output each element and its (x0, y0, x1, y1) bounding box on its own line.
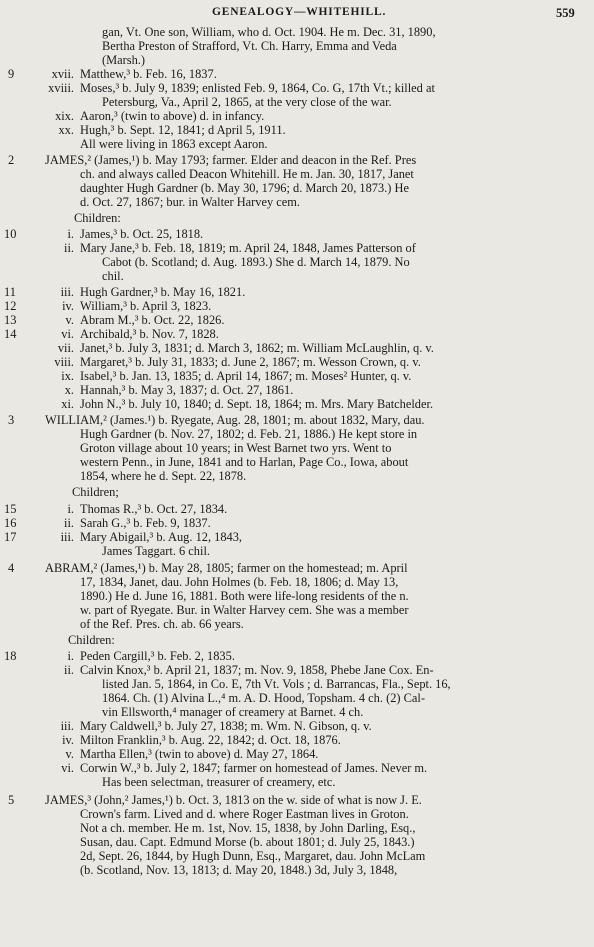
roman-numeral: i. (67, 649, 74, 663)
entry-number: 9 (8, 67, 15, 81)
text-line: 1854, where he d. Sept. 22, 1878. (80, 469, 247, 483)
roman-numeral: vi. (61, 327, 74, 341)
text-line: 2d, Sept. 26, 1844, by Hugh Dunn, Esq., Margaret, dau. John McLam (80, 849, 426, 863)
text-line: 1864. Ch. (1) Alvina L.,⁴ m. A. D. Hood, Topsham. 4 ch. (2) Cal- (102, 691, 425, 705)
text-line: WILLIAM,² (James.¹) b. Ryegate, Aug. 28, 1801; m. about 1832, Mary, dau. (45, 413, 425, 427)
text-line: Hugh Gardner,³ b. May 16, 1821. (80, 285, 246, 299)
roman-numeral: v. (65, 313, 74, 327)
text-line: of the Ref. Pres. ch. ab. 66 years. (80, 617, 244, 631)
text-line: Peden Cargill,³ b. Feb. 2, 1835. (80, 649, 235, 663)
text-line: 1890.) He d. June 16, 1881. Both were life-long residents of the n. (80, 589, 409, 603)
roman-numeral: vii. (57, 341, 74, 355)
text-line: Not a ch. member. He m. 1st, Nov. 15, 1838, by John Darling, Esq., (80, 821, 416, 835)
text-line: Has been selectman, treasurer of creamery, etc. (102, 775, 336, 789)
text-line: Hannah,³ b. May 3, 1837; d. Oct. 27, 1861. (80, 383, 294, 397)
text-line: Mary Abigail,³ b. Aug. 12, 1843, (80, 530, 243, 544)
text-line: Archibald,³ b. Nov. 7, 1828. (80, 327, 219, 341)
roman-numeral: xi. (61, 397, 74, 411)
roman-numeral: viii. (54, 355, 74, 369)
text-line: Aaron,³ (twin to above) d. in infancy. (80, 109, 265, 123)
roman-numeral: iii. (60, 719, 74, 733)
text-line: Crown's farm. Lived and d. where Roger Eastman lives in Groton. (80, 807, 409, 821)
roman-numeral: xx. (58, 123, 74, 137)
text-line: Matthew,³ b. Feb. 16, 1837. (80, 67, 217, 81)
text-line: Margaret,³ b. July 31, 1833; d. June 2, 1867; m. Wesson Crown, q. v. (80, 355, 421, 369)
text-line: James,³ b. Oct. 25, 1818. (80, 227, 204, 241)
text-line: Bertha Preston of Strafford, Vt. Ch. Harry, Emma and Veda (102, 39, 397, 53)
roman-numeral: xvii. (51, 67, 74, 81)
running-header (0, 6, 594, 22)
text-line: Milton Franklin,³ b. Aug. 22, 1842; d. Oct. 18, 1876. (80, 733, 341, 747)
entry-number: 4 (8, 561, 15, 575)
entry-number: 15 (4, 502, 17, 516)
roman-numeral: iii. (60, 530, 74, 544)
text-line: Moses,³ b. July 9, 1839; enlisted Feb. 9, 1864, Co. G, 17th Vt.; killed at (80, 81, 435, 95)
text-line: d. Oct. 27, 1867; bur. in Walter Harvey cem. (80, 195, 301, 209)
roman-numeral: v. (65, 747, 74, 761)
text-line: Sarah G.,³ b. Feb. 9, 1837. (80, 516, 211, 530)
text-line: 17, 1834, Janet, dau. John Holmes (b. Feb. 18, 1806; d. May 13, (80, 575, 399, 589)
roman-numeral: i. (67, 502, 74, 516)
text-line: Thomas R.,³ b. Oct. 27, 1834. (80, 502, 228, 516)
text-line: Abram M.,³ b. Oct. 22, 1826. (80, 313, 225, 327)
text-line: gan, Vt. One son, William, who d. Oct. 1904. He m. Dec. 31, 1890, (102, 25, 436, 39)
roman-numeral: i. (67, 227, 74, 241)
text-line: John N.,³ b. July 10, 1840; d. Sept. 18, 1864; m. Mrs. Mary Batchelder. (80, 397, 434, 411)
text-line: Martha Ellen,³ (twin to above) d. May 27, 1864. (80, 747, 319, 761)
entry-number: 16 (4, 516, 17, 530)
entry-number: 18 (4, 649, 17, 663)
roman-numeral: xix. (55, 109, 74, 123)
text-line: JAMES,² (James,¹) b. May 1793; farmer. Elder and deacon in the Ref. Pres (45, 153, 417, 167)
text-line: Isabel,³ b. Jan. 13, 1835; d. April 14, 1867; m. Moses² Hunter, q. v. (80, 369, 412, 383)
entry-number: 3 (8, 413, 15, 427)
text-line: Hugh Gardner (b. Nov. 27, 1802; d. Feb. 21, 1886.) He kept store in (80, 427, 418, 441)
text-line: Groton village about 10 years; in West Barnet two yrs. Went to (80, 441, 392, 455)
entry-number: 12 (4, 299, 17, 313)
text-line: Children: (68, 633, 115, 647)
entry-number: 11 (4, 285, 16, 299)
text-line: Susan, dau. Capt. Edmund Morse (b. about 1801; d. July 25, 1843.) (80, 835, 415, 849)
text-line: Children; (72, 485, 119, 499)
roman-numeral: ix. (61, 369, 74, 383)
roman-numeral: ii. (64, 516, 74, 530)
entry-number: 14 (4, 327, 17, 341)
text-line: vin Ellsworth,⁴ manager of creamery at Barnet. 4 ch. (102, 705, 364, 719)
entry-number: 10 (4, 227, 17, 241)
text-line: All were living in 1863 except Aaron. (80, 137, 268, 151)
text-line: (Marsh.) (102, 53, 146, 67)
roman-numeral: vi. (61, 761, 74, 775)
text-line: Corwin W.,³ b. July 2, 1847; farmer on homestead of James. Never m. (80, 761, 428, 775)
text-line: Petersburg, Va., April 2, 1865, at the very close of the war. (102, 95, 392, 109)
page-number: 559 (556, 6, 575, 20)
roman-numeral: iii. (60, 285, 74, 299)
text-line: Mary Jane,³ b. Feb. 18, 1819; m. April 24, 1848, James Patterson of (80, 241, 416, 255)
text-line: Janet,³ b. July 3, 1831; d. March 3, 1862; m. William McLaughlin, q. v. (80, 341, 434, 355)
text-line: chil. (102, 269, 124, 283)
text-line: western Penn., in June, 1841 and to Harlan, Page Co., Iowa, about (80, 455, 409, 469)
text-line: Hugh,³ b. Sept. 12, 1841; d April 5, 1911. (80, 123, 286, 137)
text-line: William,³ b. April 3, 1823. (80, 299, 212, 313)
text-line: (b. Scotland, Nov. 13, 1813; d. May 20, 1848.) 3d, July 3, 1848, (80, 863, 398, 877)
roman-numeral: ii. (64, 241, 74, 255)
roman-numeral: x. (64, 383, 74, 397)
text-line: listed Jan. 5, 1864, in Co. E, 7th Vt. Vols ; d. Barrancas, Fla., Sept. 16, (102, 677, 451, 691)
entry-number: 13 (4, 313, 17, 327)
text-line: daughter Hugh Gardner (b. May 30, 1796; d. March 20, 1873.) He (80, 181, 409, 195)
text-line: Mary Caldwell,³ b. July 27, 1838; m. Wm. N. Gibson, q. v. (80, 719, 372, 733)
entry-number: 17 (4, 530, 17, 544)
entry-number: 5 (8, 793, 15, 807)
text-line: JAMES,³ (John,² James,¹) b. Oct. 3, 1813 on the w. side of what is now J. E. (45, 793, 422, 807)
running-title: GENEALOGY—WHITEHILL. (212, 6, 387, 18)
entry-number: 2 (8, 153, 15, 167)
text-line: Cabot (b. Scotland; d. Aug. 1893.) She d. March 14, 1879. No (102, 255, 410, 269)
text-line: James Taggart. 6 chil. (102, 544, 210, 558)
text-line: Children: (74, 211, 121, 225)
text-line: ch. and always called Deacon Whitehill. He m. Jan. 30, 1817, Janet (80, 167, 414, 181)
roman-numeral: iv. (62, 733, 74, 747)
roman-numeral: ii. (64, 663, 74, 677)
text-line: Calvin Knox,³ b. April 21, 1837; m. Nov. 9, 1858, Phebe Jane Cox. En- (80, 663, 434, 677)
roman-numeral: iv. (62, 299, 74, 313)
text-line: ABRAM,² (James,¹) b. May 28, 1805; farmer on the homestead; m. April (45, 561, 408, 575)
text-line: w. part of Ryegate. Bur. in Walter Harvey cem. She was a member (80, 603, 409, 617)
roman-numeral: xviii. (48, 81, 74, 95)
